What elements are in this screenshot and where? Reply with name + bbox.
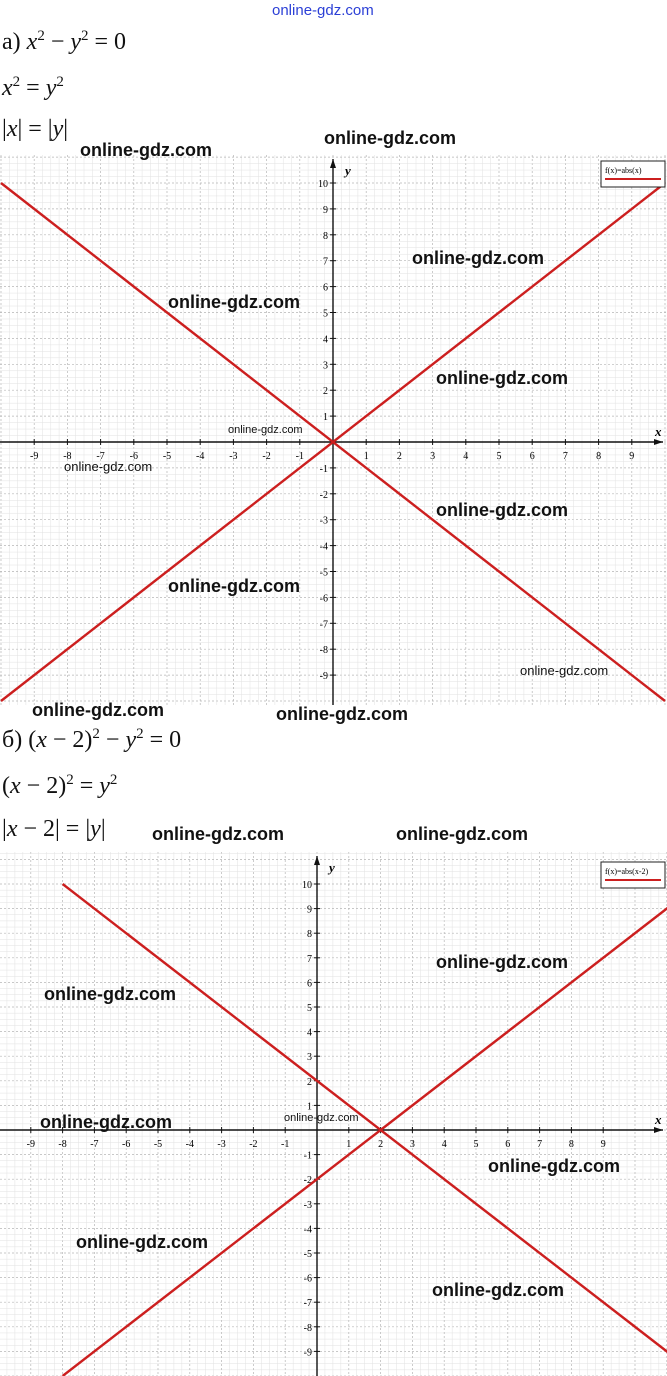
watermark: online-gdz.com xyxy=(436,368,568,388)
x-tick-label: 5 xyxy=(496,451,502,462)
watermark: online-gdz.com xyxy=(168,292,300,312)
y-tick-label: -6 xyxy=(319,593,328,605)
formula-a-3: |x| = |y| xyxy=(2,116,69,142)
y-tick-label: -9 xyxy=(319,671,328,683)
y-tick-label: 2 xyxy=(323,386,328,398)
y-tick-label: 5 xyxy=(323,308,328,320)
formula-a-1: а) $x^2 - y^2 = 0$ xyxy=(2,28,127,55)
x-tick-label: -7 xyxy=(96,451,105,462)
y-tick-label: 9 xyxy=(307,904,312,916)
y-tick-label: 6 xyxy=(323,282,328,294)
y-axis-label: y xyxy=(329,860,335,875)
y-tick-label: -7 xyxy=(303,1298,312,1310)
y-tick-label: -7 xyxy=(319,619,328,631)
x-tick-label: 1 xyxy=(346,1139,352,1150)
y-tick-label: -1 xyxy=(319,463,328,475)
x-tick-label: -8 xyxy=(63,451,72,462)
x-tick-label: -5 xyxy=(153,1139,163,1150)
watermark: online-gdz.com xyxy=(324,128,456,148)
legend-label: f(x)=abs(x) xyxy=(605,166,642,175)
y-tick-label: 9 xyxy=(323,204,328,216)
watermark: online-gdz.com xyxy=(520,663,609,678)
y-tick-label: -5 xyxy=(303,1249,312,1260)
watermark: online-gdz.com xyxy=(284,1112,359,1124)
chart-a xyxy=(0,155,667,705)
y-tick-label: -2 xyxy=(303,1175,312,1187)
x-tick-label: -3 xyxy=(217,1139,226,1150)
formula-b-1: б) $(x - 2)^2 - y^2 = 0$ xyxy=(2,726,182,753)
x-axis-label: x xyxy=(655,1112,662,1127)
y-tick-label: -1 xyxy=(303,1150,312,1162)
watermark: online-gdz.com xyxy=(488,1156,620,1176)
watermark: online-gdz.com xyxy=(44,984,176,1004)
watermark: online-gdz.com xyxy=(40,1112,172,1132)
watermark: online-gdz.com xyxy=(64,459,153,474)
x-tick-label: 7 xyxy=(537,1139,543,1150)
x-tick-label: -6 xyxy=(122,1139,131,1150)
y-tick-label: 3 xyxy=(323,360,328,372)
x-tick-label: 9 xyxy=(600,1139,606,1150)
watermark: online-gdz.com xyxy=(168,576,300,596)
x-tick-label: 7 xyxy=(562,451,568,462)
y-tick-label: -2 xyxy=(319,489,328,501)
formula-a-2: $x^2 = y^2$ xyxy=(2,74,64,101)
x-tick-label: -2 xyxy=(249,1139,258,1150)
watermark: online-gdz.com xyxy=(228,424,303,436)
site-link[interactable]: online-gdz.com xyxy=(272,2,374,19)
y-axis-label: y xyxy=(345,163,351,178)
formula-b-2: $(x - 2)^2 = y^2$ xyxy=(2,772,118,799)
y-tick-label: -9 xyxy=(303,1347,312,1359)
x-tick-label: -6 xyxy=(129,451,138,462)
x-tick-label: 4 xyxy=(463,451,469,462)
x-axis-arrow xyxy=(654,1127,663,1133)
y-tick-label: 2 xyxy=(307,1076,312,1088)
x-tick-label: -9 xyxy=(30,451,39,462)
watermark: online-gdz.com xyxy=(412,248,544,268)
x-tick-label: -7 xyxy=(90,1139,99,1150)
y-tick-label: 4 xyxy=(323,334,328,346)
y-tick-label: -6 xyxy=(303,1273,312,1285)
x-tick-label: -4 xyxy=(196,451,205,462)
formula-b-label: б) xyxy=(2,727,23,753)
y-tick-label: 7 xyxy=(307,953,312,965)
x-tick-label: 6 xyxy=(505,1139,511,1150)
x-tick-label: 8 xyxy=(596,451,602,462)
legend xyxy=(601,862,665,888)
y-tick-label: 4 xyxy=(307,1027,312,1039)
y-tick-label: -3 xyxy=(303,1199,312,1211)
y-tick-label: 7 xyxy=(323,256,328,268)
y-tick-label: -8 xyxy=(303,1322,312,1334)
x-tick-label: -2 xyxy=(262,451,271,462)
x-tick-label: 6 xyxy=(529,451,535,462)
x-tick-label: 4 xyxy=(441,1139,447,1150)
x-tick-label: -1 xyxy=(281,1139,290,1150)
x-tick-label: 2 xyxy=(378,1139,384,1150)
formula-a-label: а) xyxy=(2,29,21,55)
y-tick-label: -4 xyxy=(319,541,328,553)
x-tick-label: 1 xyxy=(363,451,369,462)
y-tick-label: 8 xyxy=(323,230,328,242)
watermark: online-gdz.com xyxy=(396,824,528,844)
watermark: online-gdz.com xyxy=(436,500,568,520)
y-tick-label: 1 xyxy=(307,1101,312,1113)
watermark: online-gdz.com xyxy=(32,700,164,720)
x-tick-label: -3 xyxy=(229,451,238,462)
formula-b-3: |x − 2| = |y| xyxy=(2,816,106,842)
legend xyxy=(601,161,665,187)
x-axis-label: x xyxy=(655,424,662,439)
x-tick-label: -9 xyxy=(26,1139,35,1150)
watermark: online-gdz.com xyxy=(80,140,212,160)
watermark: online-gdz.com xyxy=(276,704,408,724)
x-tick-label: -1 xyxy=(295,451,304,462)
y-tick-label: 3 xyxy=(307,1052,312,1064)
x-tick-label: 2 xyxy=(396,451,402,462)
y-axis-arrow xyxy=(314,856,320,865)
x-tick-label: 3 xyxy=(430,451,436,462)
y-tick-label: 10 xyxy=(302,880,312,891)
x-tick-label: 5 xyxy=(473,1139,479,1150)
x-tick-label: 8 xyxy=(568,1139,574,1150)
legend-label: f(x)=abs(x-2) xyxy=(605,867,649,876)
x-tick-label: 3 xyxy=(409,1139,415,1150)
x-tick-label: -4 xyxy=(185,1139,194,1150)
y-tick-label: 6 xyxy=(307,978,312,990)
x-tick-label: -5 xyxy=(162,451,172,462)
y-tick-label: -8 xyxy=(319,645,328,657)
y-tick-label: -5 xyxy=(319,567,328,579)
watermark: online-gdz.com xyxy=(152,824,284,844)
y-tick-label: 10 xyxy=(318,179,328,190)
x-tick-label: -8 xyxy=(58,1139,67,1150)
watermark: online-gdz.com xyxy=(436,952,568,972)
watermark: online-gdz.com xyxy=(432,1280,564,1300)
y-tick-label: 8 xyxy=(307,929,312,941)
x-tick-label: 9 xyxy=(629,451,635,462)
watermark: online-gdz.com xyxy=(76,1232,208,1252)
y-tick-label: 1 xyxy=(323,412,328,424)
x-axis-arrow xyxy=(654,439,663,445)
y-tick-label: 5 xyxy=(307,1003,312,1014)
y-tick-label: -3 xyxy=(319,515,328,527)
y-tick-label: -4 xyxy=(303,1224,312,1236)
